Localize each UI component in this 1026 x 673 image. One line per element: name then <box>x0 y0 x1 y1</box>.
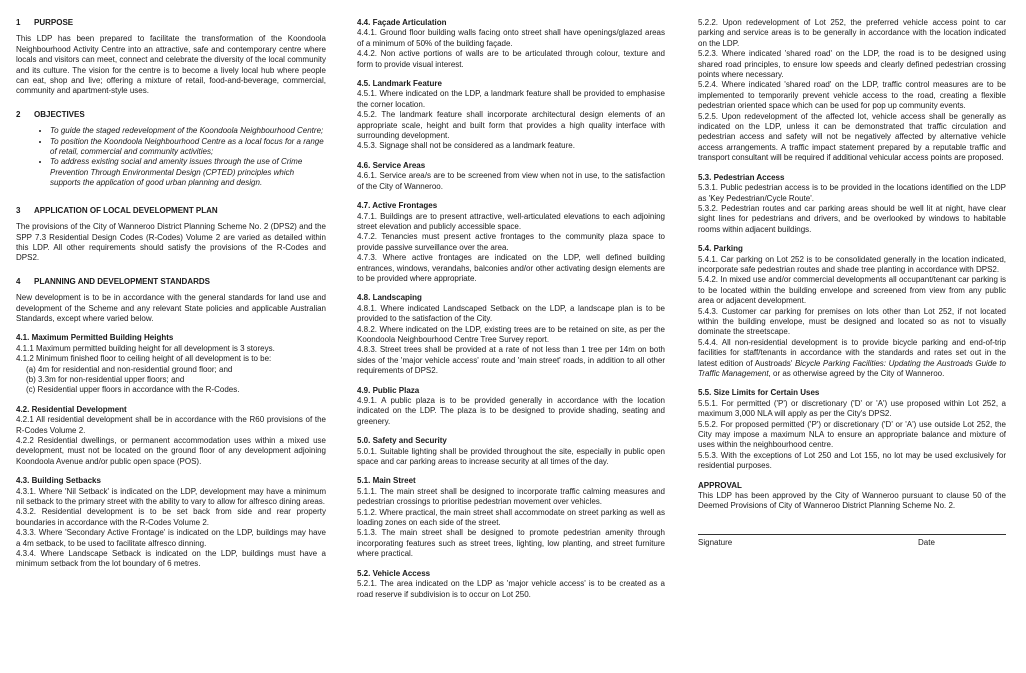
clause-text: 4.3.1. Where 'Nil Setback' is indicated on the LDP, development may have a minimum nil setback to the primary street with the ability to vary to allow for alfresco dining areas. <box>16 486 326 507</box>
section-title: APPLICATION OF LOCAL DEVELOPMENT PLAN <box>34 205 218 215</box>
clause-text: 4.5.3. Signage shall not be considered as a landmark feature. <box>357 141 575 151</box>
clause-text: 5.5.2. For proposed permitted ('P') or discretionary ('D' or 'A') use outside Lot 252, the City may impose a maximum NLA to ensure an appropriate balance and mixture of uses within the neighbourhood centre. <box>698 419 1006 450</box>
section-standards-heading <box>16 277 326 287</box>
clause-text: 4.3.3. Where 'Secondary Active Frontage' is indicated on the LDP, buildings may have a 4m setback, to be used to facilitate alfresco dinning. <box>16 528 326 548</box>
clause-text: 5.4.1. Car parking on Lot 252 is to be consolidated generally in the location indicated, incorporate safe pedestrian routes and shade tree planting in accordance with DPS2. <box>698 254 1006 274</box>
section-purpose-heading <box>16 18 326 28</box>
section-objectives-heading <box>16 110 326 120</box>
subsection-heading: 5.2. Vehicle Access <box>357 568 431 578</box>
subsection-heading: 4.6. Service Areas <box>357 160 426 170</box>
clause-text: 5.5.3. With the exceptions of Lot 250 and Lot 155, no lot may be used exclusively for residential purposes. <box>698 450 1006 471</box>
subsection-heading: 4.7. Active Frontages <box>357 201 438 211</box>
clause-text: 4.6.1. Service area/s are to be screened from view when not in use, to the satisfaction of the City of Wanneroo. <box>357 171 665 191</box>
clause-subitem: (c) Residential upper floors in accordance with the R-Codes. <box>26 385 240 395</box>
section-application-heading <box>16 206 326 216</box>
clause-text: 5.3.2. Pedestrian routes and car parking areas should be well lit at night, have clear sight lines for pedestrians and drivers, and be overlooked by windows to habitable rooms within adjacent buildings. <box>698 203 1006 234</box>
clause-text: 4.5.1. Where indicated on the LDP, a landmark feature shall be provided to emphasise the corner location. <box>357 89 665 109</box>
clause-text: 4.9.1. A public plaza is to be provided generally in accordance with the location indicated on the LDP. The plaza is to be designed to provide shading, seating and greenery. <box>357 396 665 426</box>
column-2 <box>357 18 665 600</box>
column-1 <box>16 18 326 570</box>
objective-item: • To position the Koondoola Neighbourhood Centre as a local focus for a range of retail, commercial and community activities; <box>50 137 326 158</box>
clause-text: 4.1.1 Maximum permitted building height for all development is 3 storeys. <box>16 343 275 353</box>
clause-text: 4.4.1. Ground floor building walls facing onto street shall have openings/glazed areas of a minimum of 50% of the building façade. <box>357 28 665 48</box>
clause-text: 5.1.2. Where practical, the main street shall accommodate on street parking as well as loading zones on each side of the street. <box>357 507 665 528</box>
clause-text: 5.0.1. Suitable lighting shall be provided throughout the site, especially in public open space and car parking areas to increase security at all times of the day. <box>357 446 665 467</box>
subsection-heading: 5.3. Pedestrian Access <box>698 172 785 182</box>
section-title: OBJECTIVES <box>34 109 85 119</box>
subsection-heading: 4.1. Maximum Permitted Building Heights <box>16 333 174 343</box>
section-number: 3 <box>16 205 21 215</box>
publication-title: Bicycle Parking Facilities: Updating the Austroads Guide to Traffic Management <box>698 358 1007 378</box>
objectives-list <box>16 126 326 188</box>
signature-label: Signature <box>698 537 733 547</box>
clause-text: 5.4.2. In mixed use and/or commercial developments all occupant/tenant car parking is to be located within the building envelope and screened from view from any public area or adjacent development. <box>698 275 1006 306</box>
clause-text: 5.1.3. The main street shall be designed to promote pedestrian amenity through incorporating features such as street trees, lighting, low planting, and street furniture where practical. <box>357 528 665 559</box>
clause-text <box>698 338 1006 380</box>
clause-text: 5.2.5. Upon redevelopment of the affected lot, vehicle access shall be generally as indicated on the LDP, unless it can be demonstrated that traffic circulation and pedestrian access and safety will not be negatively affected by alternative vehicle access arrangements. A traffic impact statement prepared by a reputable traffic and transport consultant will be required if additional vehicular access points are proposed. <box>698 111 1006 163</box>
subsection-heading: 5.5. Size Limits for Certain Uses <box>698 388 820 398</box>
clause-text: 4.2.2 Residential dwellings, or permanent accommodation uses within a mixed use development, must not be located on the ground floor of any development adjoining Koondoola Avenue and/or public open space (POS). <box>16 436 326 466</box>
clause-text: 5.2.3. Where indicated 'shared road' on the LDP, the road is to be designed using shared road principles, to ensure low speeds and clearly defined pedestrian crossing points where necessary. <box>698 49 1006 80</box>
subsection-heading: 4.3. Building Setbacks <box>16 476 101 486</box>
clause-text: 5.3.1. Public pedestrian access is to be provided in the locations identified on the LDP as 'Key Pedestrian/Cycle Route'. <box>698 183 1006 203</box>
clause-text: 4.7.3. Where active frontages are indicated on the LDP, well defined building entrances, windows, verandahs, balconies and/or other activating design elements are to be provided where appropriate. <box>357 253 665 283</box>
clause-text: 4.2.1 All residential development shall be in accordance with the R60 provisions of the R-Codes Volume 2. <box>16 415 326 435</box>
clause-text-part: 5.4.4. All non-residential development is to provide bicycle parking and end-of-trip facilities for staff/tenants in accordance with the standards and rates set out in the latest edition of Austroads' <box>698 337 1006 368</box>
clause-subitem: (a) 4m for residential and non-residential ground floor; and <box>26 364 233 374</box>
clause-text: 4.3.2. Residential development is to be set back from side and rear property boundaries in accordance with the R-Codes Volume 2. <box>16 507 326 527</box>
signature-row <box>698 538 1006 548</box>
column-3 <box>698 18 1006 548</box>
subsection-heading: 5.4. Parking <box>698 244 743 254</box>
subsection-heading: 4.8. Landscaping <box>357 293 422 303</box>
signature-line <box>698 534 1006 535</box>
clause-text: 4.3.4. Where Landscape Setback is indicated on the LDP, buildings must have a minimum setback from the lot boundary of 6 metres. <box>16 549 326 569</box>
clause-text-part: , or as otherwise agreed by the City of Wanneroo. <box>768 369 945 378</box>
purpose-text: This LDP has been prepared to facilitate the transformation of the Koondoola Neighbourhood Activity Centre into an attractive, safe and contemporary centre where locals and visitors can meet, connect and celebrate the diversity of the local community and its culture. The vision for the centre is to become a lively local hub where people can eat, shop and live; offering a mixture of retail, food-and-beverage, commercial, community and apartment-style uses. <box>16 34 326 96</box>
standards-text: New development is to be in accordance with the general standards for land use and development of the Scheme and any relevant State policies and applicable Australian Standards, except where varied below. <box>16 293 326 323</box>
application-text: The provisions of the City of Wanneroo District Planning Scheme No. 2 (DPS2) and the SPP 7.3 Residential Design Codes (R-Codes) Volume 2 are varied as detailed within this LDP. All other requirements should satisfy the provisions of the R-Codes and DPS2. <box>16 222 326 263</box>
clause-text: 4.1.2 Minimum finished floor to ceiling height of all development is to be: <box>16 354 272 364</box>
objective-item: • To guide the staged redevelopment of the Koondoola Neighbourhood Centre; <box>50 126 326 136</box>
clause-text: 4.5.2. The landmark feature shall incorporate architectural design elements of an appropriate scale, height and built form that provides a high quality interface with surrounding development. <box>357 110 665 141</box>
clause-text: 4.8.2. Where indicated on the LDP, existing trees are to be retained on site, as per the Koondoola Neighbourhood Centre Tree Survey report. <box>357 324 665 344</box>
clause-subitem: (b) 3.3m for non-residential upper floors; and <box>26 374 185 384</box>
subsection-heading: 5.0. Safety and Security <box>357 436 447 446</box>
subsection-heading: 4.9. Public Plaza <box>357 385 420 395</box>
clause-text: 4.7.2. Tenancies must present active frontages to the community plaza space to provide passive surveillance over the area. <box>357 232 665 252</box>
clause-text: 4.8.1. Where indicated Landscaped Setback on the LDP, a landscape plan is to be provided to the satisfaction of the City. <box>357 303 665 324</box>
clause-text: 5.1.1. The main street shall be designed to incorporate traffic calming measures and pedestrian crossings to prioritise pedestrian movement over vehicles. <box>357 486 665 507</box>
section-title: PLANNING AND DEVELOPMENT STANDARDS <box>34 276 211 286</box>
clause-text: 4.4.2. Non active portions of walls are to be articulated through colour, texture and form to provide visual interest. <box>357 49 665 69</box>
clause-text: 5.4.3. Customer car parking for premises on lots other than Lot 252, if not located within the building envelope, must be designed and located so as not to visually dominate the streetscape. <box>698 306 1006 337</box>
section-title: PURPOSE <box>34 18 74 27</box>
clause-text: 5.5.1. For permitted ('P') or discretionary ('D' or 'A') use proposed within Lot 252, a maximum 3,000 NLA will apply as per the City's DPS2. <box>698 398 1006 419</box>
section-number: 4 <box>16 276 21 286</box>
clause-text: 4.8.3. Street trees shall be provided at a rate of not less than 1 tree per 14m on both sides of the 'major vehicle access' route and 'main street' roads, in addition to all other requirements of DPS2. <box>357 345 665 376</box>
clause-text: 5.2.2. Upon redevelopment of Lot 252, the preferred vehicle access point to car parking and service areas is to be generally in accordance with the location indicated on the LDP. <box>698 18 1006 48</box>
date-label: Date <box>918 537 935 547</box>
section-number: 2 <box>16 109 21 119</box>
clause-text: 5.2.4. Where indicated 'shared road' on the LDP, traffic control measures are to be implemented to temporarily prevent vehicle access to the road, creating a flexible pedestrian oriented space which can be used for pop up community events. <box>698 80 1006 111</box>
subsection-heading: 5.1. Main Street <box>357 476 416 486</box>
subsection-heading: 4.5. Landmark Feature <box>357 79 442 89</box>
subsection-heading: 4.4. Façade Articulation <box>357 18 447 27</box>
clause-text: 5.2.1. The area indicated on the LDP as 'major vehicle access' is to be created as a road reserve if subdivision is to occur on Lot 250. <box>357 579 665 599</box>
approval-heading: APPROVAL <box>698 480 742 490</box>
objective-item: • To address existing social and amenity issues through the use of Crime Prevention Through Environmental Design (CPTED) principles which supports the application of good urban planning and design. <box>50 157 326 188</box>
approval-text: This LDP has been approved by the City of Wanneroo pursuant to clause 50 of the Deemed Provisions of City of Wanneroo District Planning Scheme No. 2. <box>698 491 1006 511</box>
clause-text: 4.7.1. Buildings are to present attractive, well-articulated elevations to each adjoining street elevation and publicly accessible space. <box>357 211 665 231</box>
subsection-heading: 4.2. Residential Development <box>16 404 127 414</box>
section-number: 1 <box>16 18 21 27</box>
